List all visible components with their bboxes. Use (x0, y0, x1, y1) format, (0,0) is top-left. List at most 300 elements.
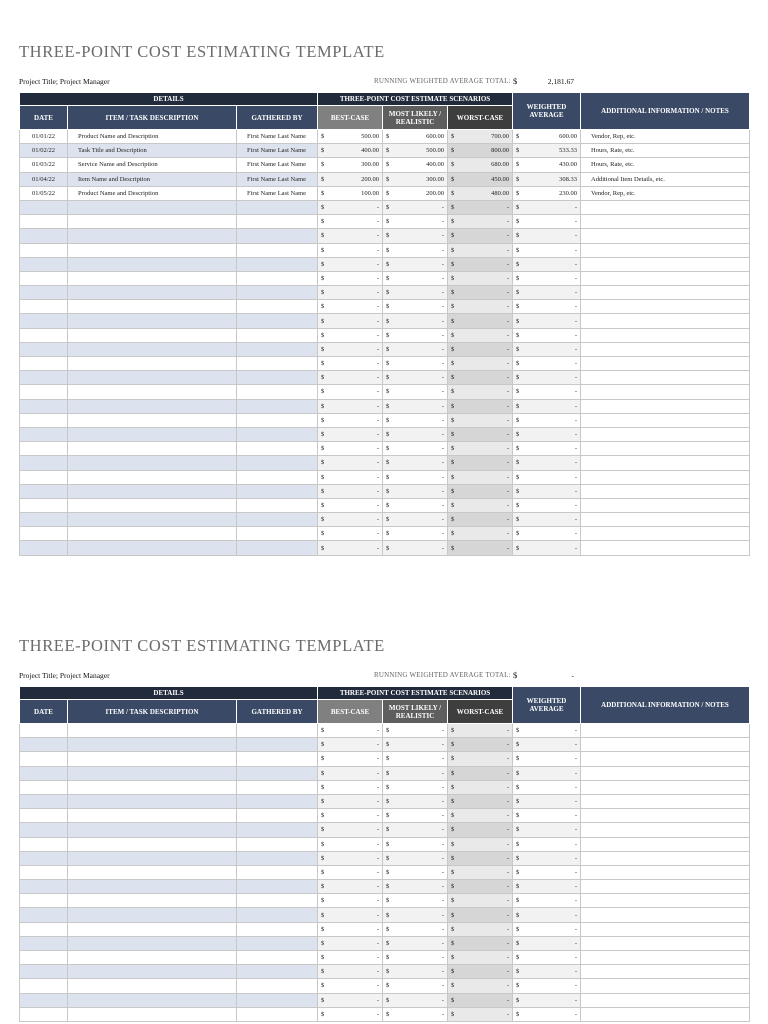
best-case-cell[interactable] (318, 752, 383, 766)
date-cell[interactable] (20, 513, 68, 527)
date-cell[interactable] (20, 484, 68, 498)
notes-cell[interactable] (581, 413, 750, 427)
worst-case-cell[interactable] (448, 851, 513, 865)
gathered-by-cell[interactable] (237, 752, 318, 766)
date-cell[interactable] (20, 1007, 68, 1021)
notes-cell[interactable] (581, 371, 750, 385)
worst-case-cell[interactable] (448, 300, 513, 314)
date-cell[interactable]: 01/02/22 (20, 144, 68, 158)
most-likely-cell[interactable] (383, 257, 448, 271)
weighted-average-cell[interactable] (513, 357, 581, 371)
best-case-cell[interactable] (318, 851, 383, 865)
worst-case-cell[interactable] (448, 894, 513, 908)
item-description-cell[interactable] (68, 1007, 237, 1021)
notes-cell[interactable] (581, 908, 750, 922)
worst-case-cell[interactable] (448, 513, 513, 527)
best-case-cell[interactable] (318, 257, 383, 271)
weighted-average-cell[interactable] (513, 413, 581, 427)
date-cell[interactable] (20, 413, 68, 427)
notes-cell[interactable] (581, 851, 750, 865)
best-case-cell[interactable] (318, 286, 383, 300)
most-likely-cell[interactable] (383, 1007, 448, 1021)
most-likely-cell[interactable] (383, 794, 448, 808)
worst-case-cell[interactable] (448, 724, 513, 738)
most-likely-cell[interactable] (383, 851, 448, 865)
date-cell[interactable] (20, 442, 68, 456)
item-description-cell[interactable] (68, 427, 237, 441)
item-description-cell[interactable]: Task Title and Description (68, 144, 237, 158)
gathered-by-cell[interactable] (237, 427, 318, 441)
item-description-cell[interactable] (68, 456, 237, 470)
notes-cell[interactable] (581, 724, 750, 738)
gathered-by-cell[interactable] (237, 371, 318, 385)
item-description-cell[interactable] (68, 823, 237, 837)
best-case-cell[interactable] (318, 780, 383, 794)
gathered-by-cell[interactable] (237, 865, 318, 879)
worst-case-cell[interactable] (448, 144, 513, 158)
best-case-cell[interactable] (318, 371, 383, 385)
date-cell[interactable] (20, 908, 68, 922)
most-likely-cell[interactable] (383, 172, 448, 186)
best-case-cell[interactable] (318, 865, 383, 879)
weighted-average-cell[interactable] (513, 794, 581, 808)
gathered-by-cell[interactable]: First Name Last Name (237, 172, 318, 186)
date-cell[interactable]: 01/05/22 (20, 186, 68, 200)
best-case-cell[interactable] (318, 541, 383, 555)
most-likely-cell[interactable] (383, 865, 448, 879)
notes-cell[interactable] (581, 328, 750, 342)
date-cell[interactable] (20, 470, 68, 484)
notes-cell[interactable] (581, 837, 750, 851)
best-case-cell[interactable] (318, 766, 383, 780)
gathered-by-cell[interactable] (237, 442, 318, 456)
item-description-cell[interactable] (68, 794, 237, 808)
notes-cell[interactable] (581, 738, 750, 752)
notes-cell[interactable] (581, 513, 750, 527)
item-description-cell[interactable] (68, 328, 237, 342)
notes-cell[interactable] (581, 243, 750, 257)
worst-case-cell[interactable] (448, 385, 513, 399)
weighted-average-cell[interactable] (513, 442, 581, 456)
worst-case-cell[interactable] (448, 809, 513, 823)
weighted-average-cell[interactable] (513, 314, 581, 328)
best-case-cell[interactable] (318, 527, 383, 541)
weighted-average-cell[interactable] (513, 724, 581, 738)
worst-case-cell[interactable] (448, 780, 513, 794)
worst-case-cell[interactable] (448, 1007, 513, 1021)
worst-case-cell[interactable] (448, 172, 513, 186)
weighted-average-cell[interactable] (513, 865, 581, 879)
best-case-cell[interactable] (318, 922, 383, 936)
weighted-average-cell[interactable] (513, 144, 581, 158)
item-description-cell[interactable] (68, 936, 237, 950)
weighted-average-cell[interactable] (513, 908, 581, 922)
most-likely-cell[interactable] (383, 738, 448, 752)
date-cell[interactable] (20, 300, 68, 314)
worst-case-cell[interactable] (448, 470, 513, 484)
date-cell[interactable] (20, 823, 68, 837)
date-cell[interactable] (20, 215, 68, 229)
date-cell[interactable]: 01/01/22 (20, 130, 68, 144)
weighted-average-cell[interactable] (513, 922, 581, 936)
date-cell[interactable] (20, 385, 68, 399)
worst-case-cell[interactable] (448, 371, 513, 385)
weighted-average-cell[interactable] (513, 752, 581, 766)
notes-cell[interactable] (581, 809, 750, 823)
weighted-average-cell[interactable] (513, 894, 581, 908)
item-description-cell[interactable] (68, 257, 237, 271)
most-likely-cell[interactable] (383, 724, 448, 738)
worst-case-cell[interactable] (448, 484, 513, 498)
notes-cell[interactable]: Hours, Rate, etc. (581, 144, 750, 158)
most-likely-cell[interactable] (383, 130, 448, 144)
date-cell[interactable] (20, 880, 68, 894)
worst-case-cell[interactable] (448, 738, 513, 752)
gathered-by-cell[interactable]: First Name Last Name (237, 144, 318, 158)
worst-case-cell[interactable] (448, 865, 513, 879)
worst-case-cell[interactable] (448, 357, 513, 371)
most-likely-cell[interactable] (383, 513, 448, 527)
worst-case-cell[interactable] (448, 837, 513, 851)
item-description-cell[interactable] (68, 399, 237, 413)
worst-case-cell[interactable] (448, 823, 513, 837)
notes-cell[interactable] (581, 357, 750, 371)
most-likely-cell[interactable] (383, 271, 448, 285)
gathered-by-cell[interactable] (237, 851, 318, 865)
best-case-cell[interactable] (318, 328, 383, 342)
item-description-cell[interactable] (68, 880, 237, 894)
item-description-cell[interactable] (68, 271, 237, 285)
best-case-cell[interactable] (318, 243, 383, 257)
gathered-by-cell[interactable] (237, 229, 318, 243)
date-cell[interactable] (20, 314, 68, 328)
worst-case-cell[interactable] (448, 413, 513, 427)
most-likely-cell[interactable] (383, 979, 448, 993)
best-case-cell[interactable] (318, 1007, 383, 1021)
gathered-by-cell[interactable] (237, 1007, 318, 1021)
notes-cell[interactable]: Additional Item Details, etc. (581, 172, 750, 186)
gathered-by-cell[interactable] (237, 527, 318, 541)
date-cell[interactable] (20, 865, 68, 879)
best-case-cell[interactable] (318, 158, 383, 172)
most-likely-cell[interactable] (383, 286, 448, 300)
weighted-average-cell[interactable] (513, 229, 581, 243)
weighted-average-cell[interactable] (513, 328, 581, 342)
gathered-by-cell[interactable] (237, 965, 318, 979)
item-description-cell[interactable] (68, 766, 237, 780)
weighted-average-cell[interactable] (513, 158, 581, 172)
date-cell[interactable]: 01/04/22 (20, 172, 68, 186)
most-likely-cell[interactable] (383, 144, 448, 158)
weighted-average-cell[interactable] (513, 880, 581, 894)
gathered-by-cell[interactable] (237, 894, 318, 908)
item-description-cell[interactable] (68, 513, 237, 527)
gathered-by-cell[interactable] (237, 257, 318, 271)
weighted-average-cell[interactable] (513, 456, 581, 470)
item-description-cell[interactable] (68, 979, 237, 993)
gathered-by-cell[interactable] (237, 794, 318, 808)
weighted-average-cell[interactable] (513, 257, 581, 271)
item-description-cell[interactable] (68, 385, 237, 399)
best-case-cell[interactable] (318, 979, 383, 993)
item-description-cell[interactable] (68, 922, 237, 936)
date-cell[interactable] (20, 328, 68, 342)
best-case-cell[interactable] (318, 724, 383, 738)
most-likely-cell[interactable] (383, 186, 448, 200)
worst-case-cell[interactable] (448, 399, 513, 413)
worst-case-cell[interactable] (448, 286, 513, 300)
most-likely-cell[interactable] (383, 328, 448, 342)
gathered-by-cell[interactable] (237, 837, 318, 851)
gathered-by-cell[interactable] (237, 385, 318, 399)
item-description-cell[interactable] (68, 413, 237, 427)
date-cell[interactable] (20, 965, 68, 979)
best-case-cell[interactable] (318, 144, 383, 158)
worst-case-cell[interactable] (448, 794, 513, 808)
best-case-cell[interactable] (318, 342, 383, 356)
gathered-by-cell[interactable] (237, 936, 318, 950)
most-likely-cell[interactable] (383, 357, 448, 371)
notes-cell[interactable] (581, 951, 750, 965)
worst-case-cell[interactable] (448, 271, 513, 285)
best-case-cell[interactable] (318, 484, 383, 498)
most-likely-cell[interactable] (383, 456, 448, 470)
notes-cell[interactable] (581, 880, 750, 894)
best-case-cell[interactable] (318, 951, 383, 965)
most-likely-cell[interactable] (383, 780, 448, 794)
gathered-by-cell[interactable] (237, 780, 318, 794)
date-cell[interactable] (20, 399, 68, 413)
date-cell[interactable] (20, 936, 68, 950)
best-case-cell[interactable] (318, 823, 383, 837)
worst-case-cell[interactable] (448, 880, 513, 894)
best-case-cell[interactable] (318, 794, 383, 808)
best-case-cell[interactable] (318, 172, 383, 186)
gathered-by-cell[interactable] (237, 823, 318, 837)
best-case-cell[interactable] (318, 413, 383, 427)
weighted-average-cell[interactable] (513, 271, 581, 285)
notes-cell[interactable] (581, 965, 750, 979)
most-likely-cell[interactable] (383, 823, 448, 837)
most-likely-cell[interactable] (383, 229, 448, 243)
date-cell[interactable] (20, 200, 68, 214)
best-case-cell[interactable] (318, 837, 383, 851)
date-cell[interactable] (20, 979, 68, 993)
notes-cell[interactable] (581, 823, 750, 837)
weighted-average-cell[interactable] (513, 130, 581, 144)
notes-cell[interactable] (581, 229, 750, 243)
weighted-average-cell[interactable] (513, 823, 581, 837)
most-likely-cell[interactable] (383, 342, 448, 356)
weighted-average-cell[interactable] (513, 399, 581, 413)
notes-cell[interactable] (581, 894, 750, 908)
worst-case-cell[interactable] (448, 993, 513, 1007)
weighted-average-cell[interactable] (513, 809, 581, 823)
most-likely-cell[interactable] (383, 200, 448, 214)
date-cell[interactable] (20, 809, 68, 823)
best-case-cell[interactable] (318, 965, 383, 979)
worst-case-cell[interactable] (448, 427, 513, 441)
notes-cell[interactable] (581, 286, 750, 300)
item-description-cell[interactable] (68, 738, 237, 752)
worst-case-cell[interactable] (448, 979, 513, 993)
gathered-by-cell[interactable] (237, 498, 318, 512)
weighted-average-cell[interactable] (513, 738, 581, 752)
most-likely-cell[interactable] (383, 541, 448, 555)
gathered-by-cell[interactable] (237, 286, 318, 300)
item-description-cell[interactable] (68, 809, 237, 823)
item-description-cell[interactable] (68, 851, 237, 865)
date-cell[interactable] (20, 357, 68, 371)
notes-cell[interactable] (581, 399, 750, 413)
best-case-cell[interactable] (318, 130, 383, 144)
weighted-average-cell[interactable] (513, 300, 581, 314)
item-description-cell[interactable] (68, 484, 237, 498)
weighted-average-cell[interactable] (513, 837, 581, 851)
notes-cell[interactable]: Vendor, Rep, etc. (581, 130, 750, 144)
worst-case-cell[interactable] (448, 257, 513, 271)
most-likely-cell[interactable] (383, 470, 448, 484)
gathered-by-cell[interactable] (237, 993, 318, 1007)
worst-case-cell[interactable] (448, 752, 513, 766)
date-cell[interactable] (20, 851, 68, 865)
gathered-by-cell[interactable] (237, 300, 318, 314)
weighted-average-cell[interactable] (513, 186, 581, 200)
date-cell[interactable] (20, 342, 68, 356)
gathered-by-cell[interactable]: First Name Last Name (237, 158, 318, 172)
notes-cell[interactable] (581, 484, 750, 498)
gathered-by-cell[interactable] (237, 484, 318, 498)
most-likely-cell[interactable] (383, 908, 448, 922)
item-description-cell[interactable] (68, 965, 237, 979)
notes-cell[interactable] (581, 257, 750, 271)
item-description-cell[interactable] (68, 357, 237, 371)
weighted-average-cell[interactable] (513, 979, 581, 993)
best-case-cell[interactable] (318, 894, 383, 908)
worst-case-cell[interactable] (448, 527, 513, 541)
notes-cell[interactable] (581, 993, 750, 1007)
notes-cell[interactable] (581, 752, 750, 766)
worst-case-cell[interactable] (448, 200, 513, 214)
weighted-average-cell[interactable] (513, 851, 581, 865)
notes-cell[interactable] (581, 979, 750, 993)
notes-cell[interactable] (581, 470, 750, 484)
item-description-cell[interactable] (68, 371, 237, 385)
item-description-cell[interactable] (68, 286, 237, 300)
best-case-cell[interactable] (318, 215, 383, 229)
date-cell[interactable] (20, 271, 68, 285)
weighted-average-cell[interactable] (513, 385, 581, 399)
date-cell[interactable] (20, 427, 68, 441)
date-cell[interactable]: 01/03/22 (20, 158, 68, 172)
item-description-cell[interactable] (68, 498, 237, 512)
worst-case-cell[interactable] (448, 965, 513, 979)
item-description-cell[interactable] (68, 342, 237, 356)
best-case-cell[interactable] (318, 186, 383, 200)
most-likely-cell[interactable] (383, 752, 448, 766)
item-description-cell[interactable]: Product Name and Description (68, 186, 237, 200)
most-likely-cell[interactable] (383, 371, 448, 385)
item-description-cell[interactable] (68, 300, 237, 314)
item-description-cell[interactable] (68, 837, 237, 851)
notes-cell[interactable] (581, 527, 750, 541)
notes-cell[interactable] (581, 314, 750, 328)
most-likely-cell[interactable] (383, 527, 448, 541)
best-case-cell[interactable] (318, 738, 383, 752)
most-likely-cell[interactable] (383, 936, 448, 950)
best-case-cell[interactable] (318, 513, 383, 527)
date-cell[interactable] (20, 780, 68, 794)
gathered-by-cell[interactable] (237, 200, 318, 214)
date-cell[interactable] (20, 794, 68, 808)
most-likely-cell[interactable] (383, 442, 448, 456)
best-case-cell[interactable] (318, 200, 383, 214)
notes-cell[interactable] (581, 936, 750, 950)
notes-cell[interactable] (581, 342, 750, 356)
best-case-cell[interactable] (318, 427, 383, 441)
worst-case-cell[interactable] (448, 158, 513, 172)
date-cell[interactable] (20, 922, 68, 936)
weighted-average-cell[interactable] (513, 215, 581, 229)
worst-case-cell[interactable] (448, 541, 513, 555)
best-case-cell[interactable] (318, 498, 383, 512)
gathered-by-cell[interactable] (237, 513, 318, 527)
most-likely-cell[interactable] (383, 894, 448, 908)
most-likely-cell[interactable] (383, 766, 448, 780)
date-cell[interactable] (20, 993, 68, 1007)
most-likely-cell[interactable] (383, 951, 448, 965)
notes-cell[interactable]: Vendor, Rep, etc. (581, 186, 750, 200)
gathered-by-cell[interactable] (237, 399, 318, 413)
weighted-average-cell[interactable] (513, 484, 581, 498)
gathered-by-cell[interactable] (237, 766, 318, 780)
worst-case-cell[interactable] (448, 456, 513, 470)
weighted-average-cell[interactable] (513, 342, 581, 356)
worst-case-cell[interactable] (448, 130, 513, 144)
worst-case-cell[interactable] (448, 908, 513, 922)
gathered-by-cell[interactable] (237, 243, 318, 257)
item-description-cell[interactable] (68, 780, 237, 794)
gathered-by-cell[interactable]: First Name Last Name (237, 130, 318, 144)
weighted-average-cell[interactable] (513, 993, 581, 1007)
date-cell[interactable] (20, 243, 68, 257)
date-cell[interactable] (20, 498, 68, 512)
item-description-cell[interactable] (68, 243, 237, 257)
best-case-cell[interactable] (318, 908, 383, 922)
notes-cell[interactable] (581, 427, 750, 441)
weighted-average-cell[interactable] (513, 780, 581, 794)
item-description-cell[interactable]: Service Name and Description (68, 158, 237, 172)
gathered-by-cell[interactable] (237, 880, 318, 894)
item-description-cell[interactable] (68, 442, 237, 456)
most-likely-cell[interactable] (383, 215, 448, 229)
item-description-cell[interactable] (68, 527, 237, 541)
weighted-average-cell[interactable] (513, 498, 581, 512)
most-likely-cell[interactable] (383, 314, 448, 328)
date-cell[interactable] (20, 456, 68, 470)
gathered-by-cell[interactable] (237, 724, 318, 738)
notes-cell[interactable] (581, 865, 750, 879)
best-case-cell[interactable] (318, 357, 383, 371)
gathered-by-cell[interactable] (237, 328, 318, 342)
date-cell[interactable] (20, 257, 68, 271)
weighted-average-cell[interactable] (513, 172, 581, 186)
notes-cell[interactable] (581, 442, 750, 456)
best-case-cell[interactable] (318, 385, 383, 399)
most-likely-cell[interactable] (383, 837, 448, 851)
date-cell[interactable] (20, 286, 68, 300)
most-likely-cell[interactable] (383, 413, 448, 427)
